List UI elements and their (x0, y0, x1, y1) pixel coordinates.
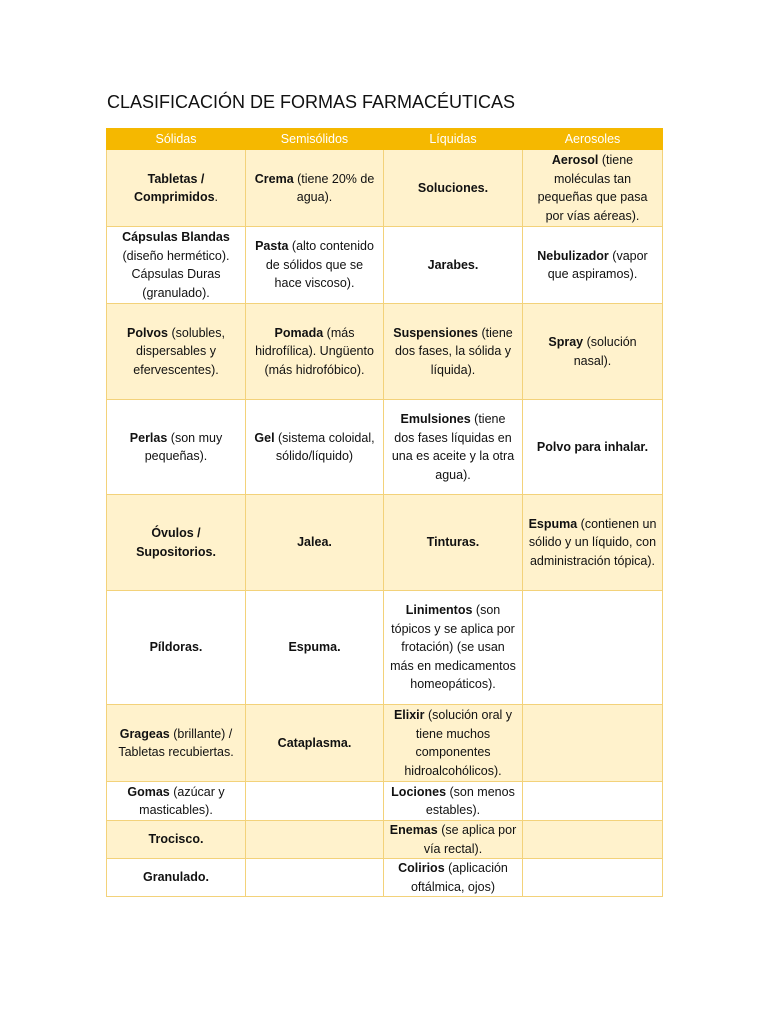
table-cell (246, 782, 384, 821)
table-cell (107, 859, 246, 897)
cell-term: Gomas (127, 784, 170, 799)
table-row (107, 400, 663, 495)
table-row (107, 227, 663, 304)
table-cell (523, 150, 663, 227)
table-cell (384, 495, 523, 591)
cell-term: Nebulizador (537, 248, 609, 263)
cell-note: (azúcar y masticables). (139, 784, 225, 817)
cell-term: Pasta (255, 239, 289, 254)
table-cell (107, 227, 246, 304)
header-semisolidos: Semisólidos (246, 129, 384, 150)
table-cell (246, 304, 384, 400)
cell-term: Perlas (129, 430, 168, 445)
cell-term: Jalea. (297, 535, 332, 550)
cell-term: Píldoras. (149, 640, 203, 655)
cell-term: Óvulos / Supositorios. (136, 526, 216, 559)
table-row (107, 859, 663, 897)
cell-note: (vapor que aspiramos). (547, 248, 648, 281)
cell-term: Jarabes. (427, 257, 479, 272)
header-aerosoles: Aerosoles (523, 129, 663, 150)
cell-term: Soluciones. (417, 180, 489, 195)
table-row (107, 304, 663, 400)
table-cell (384, 227, 523, 304)
table-row (107, 782, 663, 821)
table-cell (107, 705, 246, 782)
cell-term: Elixir (393, 708, 425, 722)
table-cell (246, 150, 384, 227)
cell-note: (solubles, dispersables y efervescentes). (133, 325, 225, 377)
table-row (107, 495, 663, 591)
table-cell (384, 400, 523, 495)
table-cell (523, 400, 663, 495)
table-row (107, 821, 663, 859)
table-cell (107, 304, 246, 400)
cell-term: Lociones (391, 784, 447, 799)
table-cell (384, 304, 523, 400)
cell-term: Trocisco. (148, 832, 204, 847)
table-cell (246, 227, 384, 304)
table-cell (107, 400, 246, 495)
cell-note: (son tópicos y se aplica por frotación) (se usan más en medicamentos homeopáticos). (390, 603, 516, 692)
cell-term: Espuma (528, 516, 578, 531)
table-cell (246, 400, 384, 495)
cell-term: Cataplasma. (277, 735, 352, 750)
cell-term: Tabletas / Comprimidos (133, 171, 215, 204)
cell-note: (contienen un sólido y un líquido, con administración tópica). (528, 516, 657, 568)
table-cell (384, 591, 523, 705)
cell-note: (aplicación oftálmica, ojos) (410, 861, 508, 894)
cell-term: Cápsulas Blandas (122, 230, 230, 244)
table-cell (107, 150, 246, 227)
cell-term: Crema (254, 171, 294, 186)
table-cell (523, 821, 663, 859)
header-liquidas: Líquidas (384, 129, 523, 150)
cell-note: (brillante) / Tabletas recubiertas. (118, 726, 234, 759)
cell-note: (se aplica por vía rectal). (423, 823, 517, 856)
cell-term: Suspensiones (393, 325, 478, 340)
cell-note: (son menos estables). (425, 784, 515, 817)
table-row (107, 705, 663, 782)
cell-note: (más hidrofílica). Ungüento (más hidrofóbico). (255, 325, 374, 377)
table-cell (246, 591, 384, 705)
cell-note: . (214, 190, 219, 204)
cell-term: Tinturas. (426, 535, 480, 550)
cell-term: Aerosol (551, 153, 599, 167)
cell-note: (tiene moléculas tan pequeñas que pasa por vías aéreas). (537, 153, 648, 223)
page-title: CLASIFICACIÓN DE FORMAS FARMACÉUTICAS (107, 92, 516, 112)
cell-term: Pomada (274, 325, 324, 340)
table-cell (107, 821, 246, 859)
table-cell (384, 859, 523, 897)
table-cell (523, 304, 663, 400)
cell-term: Polvos (127, 325, 168, 340)
cell-note: (son muy pequeñas). (144, 430, 223, 463)
table-cell (246, 495, 384, 591)
cell-note: (tiene dos fases, la sólida y líquida). (394, 325, 513, 377)
table-cell (246, 705, 384, 782)
cell-term: Colirios (398, 861, 445, 875)
classification-table (106, 128, 663, 897)
table-cell (523, 227, 663, 304)
cell-term: Enemas (389, 823, 438, 837)
table-cell (107, 495, 246, 591)
cell-term: Gel (254, 430, 275, 445)
table-cell (246, 859, 384, 897)
table-cell (384, 782, 523, 821)
table-cell (523, 495, 663, 591)
cell-note: (solución oral y tiene muchos componentes hidroalcohólicos). (404, 708, 513, 778)
table-cell (523, 782, 663, 821)
cell-term: Grageas (119, 726, 170, 741)
cell-note: (solución nasal). (573, 335, 637, 368)
cell-note: (tiene 20% de agua). (293, 171, 375, 204)
table-row (107, 150, 663, 227)
table-cell (523, 859, 663, 897)
table-header-row (107, 129, 663, 150)
table-cell (107, 782, 246, 821)
table-cell (384, 821, 523, 859)
cell-note: (sistema coloidal, sólido/líquido) (274, 430, 375, 463)
table-cell (523, 591, 663, 705)
table-cell (384, 150, 523, 227)
cell-term: Emulsiones (400, 412, 471, 426)
table-cell (107, 591, 246, 705)
cell-term: Granulado. (143, 870, 209, 885)
cell-term: Linimentos (405, 603, 473, 618)
table-cell (523, 705, 663, 782)
header-solidas: Sólidas (107, 129, 246, 150)
table-cell (384, 705, 523, 782)
cell-term: Spray (548, 335, 584, 349)
cell-note: (diseño hermético). Cápsulas Duras (granulado). (122, 248, 230, 300)
table-row (107, 591, 663, 705)
cell-term: Polvo para inhalar. (536, 439, 649, 454)
cell-note: (tiene dos fases líquidas en una es aceite y la otra agua). (391, 412, 515, 482)
cell-note: (alto contenido de sólidos que se hace viscoso). (265, 239, 374, 291)
cell-term: Espuma. (288, 640, 341, 655)
table-cell (246, 821, 384, 859)
